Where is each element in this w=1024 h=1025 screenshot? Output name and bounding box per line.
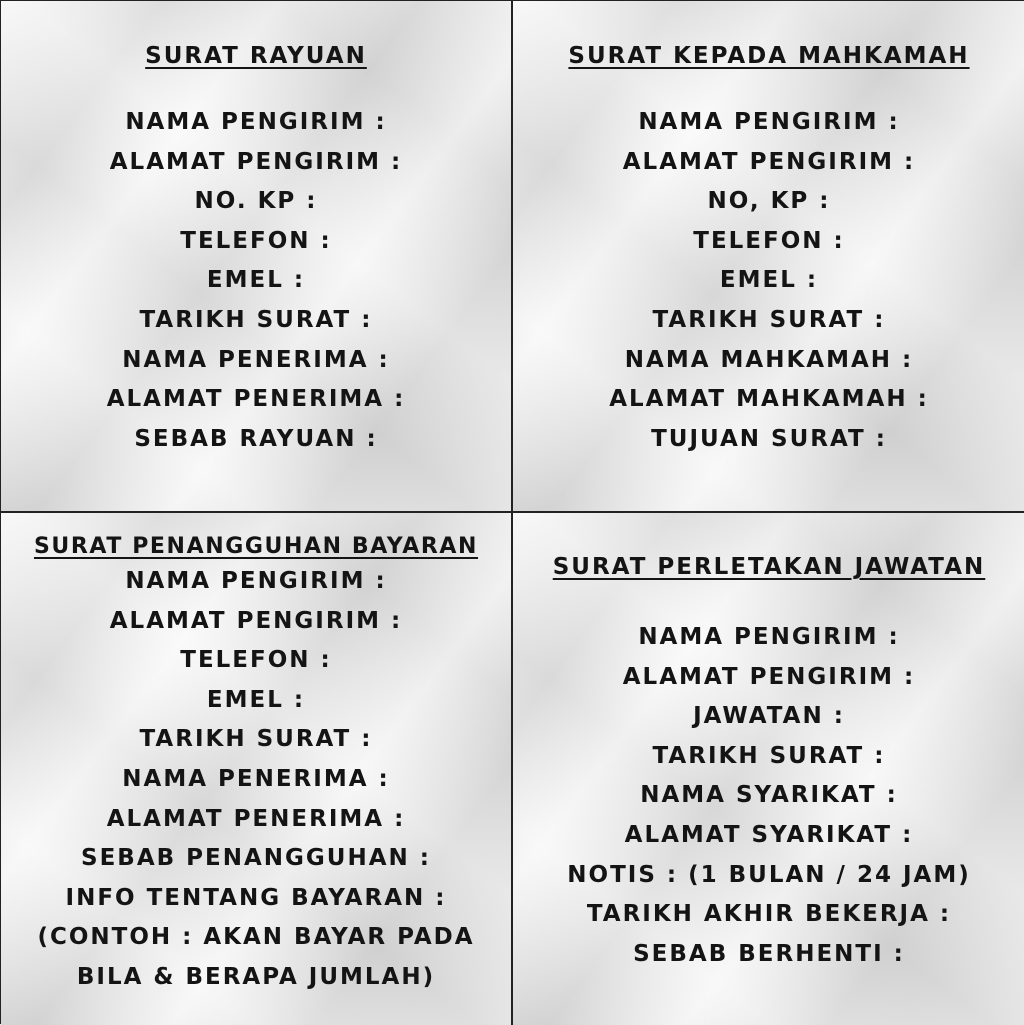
field-label: TARIKH SURAT : [139, 306, 373, 333]
field-label: TARIKH AKHIR BEKERJA : [586, 901, 952, 928]
field-label: NAMA MAHKAMAH : [624, 346, 914, 373]
field-label: ALAMAT PENERIMA : [106, 805, 406, 832]
field-label: SEBAB PENANGGUHAN : [81, 845, 431, 872]
field-list [1, 103, 511, 459]
field-note: (CONTOH : AKAN BAYAR PADA [37, 924, 475, 951]
panel-surat-kepada-mahkamah [513, 1, 1024, 513]
field-label: TARIKH SURAT : [139, 726, 373, 753]
field-label: TELEFON : [180, 647, 332, 674]
panel-surat-perletakan-jawatan [513, 513, 1024, 1025]
field-label: SEBAB BERHENTI : [633, 940, 905, 967]
field-label: EMEL : [206, 686, 306, 713]
panel-surat-rayuan [1, 1, 513, 513]
field-label: INFO TENTANG BAYARAN : [65, 884, 447, 911]
field-label: NAMA PENERIMA : [122, 346, 390, 373]
panel-title: SURAT PENANGGUHAN BAYARAN [33, 534, 479, 559]
field-label: ALAMAT SYARIKAT : [624, 821, 914, 848]
field-label: NOTIS : (1 BULAN / 24 JAM) [567, 861, 971, 888]
field-label: NO, KP : [707, 188, 831, 215]
field-label: SEBAB RAYUAN : [134, 425, 378, 452]
field-label: EMEL : [719, 267, 819, 294]
field-label: NAMA SYARIKAT : [640, 782, 898, 809]
field-label: ALAMAT PENGIRIM : [622, 663, 916, 690]
field-label: NAMA PENGIRIM : [125, 109, 387, 135]
field-list [1, 562, 511, 998]
field-label: NAMA PENGIRIM : [638, 624, 900, 650]
field-list [513, 103, 1024, 459]
field-list [513, 618, 1024, 974]
field-label: NAMA PENGIRIM : [125, 568, 387, 594]
panel-title: SURAT KEPADA MAHKAMAH [568, 43, 970, 69]
panel-title: SURAT RAYUAN [145, 43, 367, 69]
field-label: NAMA PENGIRIM : [638, 109, 900, 135]
field-label: TARIKH SURAT : [652, 306, 886, 333]
field-label: JAWATAN : [693, 703, 845, 730]
field-note: BILA & BERAPA JUMLAH) [76, 963, 436, 990]
field-label: ALAMAT PENGIRIM : [622, 148, 916, 175]
field-label: ALAMAT PENGIRIM : [109, 607, 403, 634]
field-label: TELEFON : [693, 227, 845, 254]
field-label: ALAMAT PENERIMA : [106, 386, 406, 413]
field-label: NAMA PENERIMA : [122, 765, 390, 792]
field-label: ALAMAT MAHKAMAH : [609, 386, 929, 413]
field-label: EMEL : [206, 267, 306, 294]
field-label: TUJUAN SURAT : [651, 425, 887, 452]
panel-surat-penangguhan-bayaran [1, 513, 513, 1025]
field-label: TARIKH SURAT : [652, 742, 886, 769]
field-label: ALAMAT PENGIRIM : [109, 148, 403, 175]
field-label: NO. KP : [194, 188, 318, 215]
field-label: TELEFON : [180, 227, 332, 254]
panel-title: SURAT PERLETAKAN JAWATAN [552, 554, 986, 580]
